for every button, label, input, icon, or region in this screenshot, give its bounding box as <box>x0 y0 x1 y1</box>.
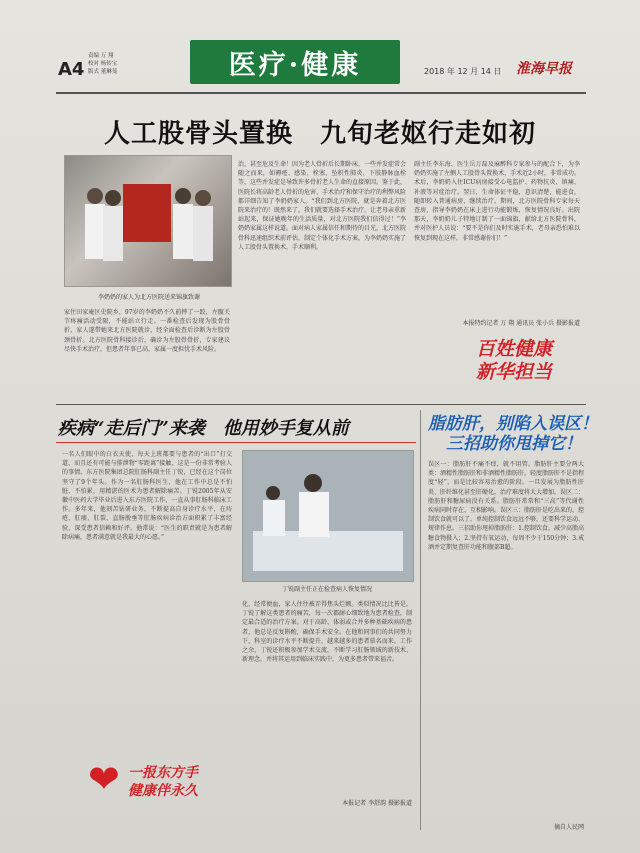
person-shape <box>85 204 105 259</box>
editor-credits <box>88 52 117 76</box>
story2-column-1: 一名人们眼中的白衣天使，每天上班都要与患者的“出口”打交道，而且还有可能与排泄物“零距离”接触，这是一份非常考验人的事情。东方医院集团总院肛肠科副主任丁锐，已经在这个岗位坚守了9个年头。作为一名肛肠科医生，他在工作中总是不怕脏、不怕累，用精湛的医术为患者解除痛苦。丁锐2005年从安徽中医药大学毕业后进入东方医院工作，一直从事肛肠科临床工作。多年来，他刻苦钻研业务，不断提高自身诊疗水平，在痔疮、肛瘘、肛裂、直肠脱垂等肛肠疾病诊治方面积累了丰富经验，深受患者信赖和好评。他常说：“医生的职责就是为患者解除病痛，患者满意就是我最大的心愿。” <box>62 451 232 541</box>
column-divider <box>420 410 421 830</box>
banner-shape <box>123 184 171 242</box>
story3-source: 摘自人民网 <box>553 824 584 831</box>
story2-column-2: 化，经常便血，家人住往被弄得焦头烂额。类似情况比比皆是。丁锐了解这类患者的痛苦，每一次都耐心细致地为患者检查，制定最合适的治疗方案。对于高龄、体弱或合并多种基础疾病的患者，他总是反复斟酌，确保手术安全。在他和同事们的共同努力下，科室的诊疗水平不断提升，越来越多的患者慕名而来。工作之余，丁锐还积极参加学术交流，不断学习肛肠领域的新技术、新理念，并将其运用到临床实践中，为更多患者带来福音。 <box>242 601 412 664</box>
story2-photo <box>242 450 414 582</box>
page-number: A4 <box>58 59 85 80</box>
masthead-logo: 淮海早报 <box>516 61 572 77</box>
person-shape <box>173 204 193 259</box>
health-logo-line1: 百姓健康 <box>476 338 553 360</box>
story2-slogan-line2: 健康伴永久 <box>128 783 198 799</box>
person-shape <box>193 206 213 261</box>
credit-line: 校对 杨传宝 <box>88 61 118 67</box>
nurse-shape <box>263 500 285 536</box>
story2-slogan-line1: 一报东方手 <box>128 765 198 781</box>
doctor-head-shape <box>304 474 322 492</box>
story1-column-2: 治，甚至危及生命！因为老人骨折后长期卧床，一些并发症常会随之而来，如褥疮、感染、栓塞、坠积性肺炎、下肢静脉血栓等，这些并发症是导致许多骨折老人生命的直接原因。鉴于此，医院长将高龄老人骨折的危害、手术治疗和保守治疗的利弊风险都详细告知了李奶奶家人。“我们到北方医院，就是奔着北方医院来治疗的！既然来了，我们就要选择手术治疗，让老母亲重新站起来，保证她晚年的生活质量，对北方医院我们信得过！”李奶奶家属这样说道。面对病人家属信任和期待的目光，北方医院骨科迅速组织术前评估，制定个体化手术方案，为李奶奶实施了人工股骨头置换术，手术顺利。 <box>238 161 406 251</box>
person-shape <box>175 188 191 204</box>
health-logo-line2: 新华担当 <box>476 361 553 383</box>
doctor-coat-shape <box>299 492 329 537</box>
story3-headline-line2: 三招助你甩掉它！ <box>446 434 582 454</box>
story2-byline: 本报记者 李舒韵 摄影报道 <box>342 800 412 807</box>
person-shape <box>87 188 103 204</box>
story1-photo <box>64 155 232 287</box>
story3-body: 误区一：脂肪肝不痛不痒，就不用管。脂肪肝主要分两大类：酒精性脂肪肝和非酒精性脂肪肝。轻度脂肪肝不是指程度“轻”，而是比较容易治愈的阶段。一旦发展为脂肪性肝炎、肝纤维化甚至肝硬化，治疗难度将大大增加。误区二：脂肪肝和糖尿病没有关系。脂肪肝常常和“三高”等代谢性疾病同时存在，互相影响。误区三：脂肪肝是吃出来的，控制饮食就可以了。单纯控制饮食远远不够，还要科学运动、规律作息。三招助你甩掉脂肪肝：1.控制饮食，减少高脂高糖食物摄入；2.坚持有氧运动，每周不少于150分钟；3.戒酒并定期复查肝功能和腹部B超。 <box>428 461 584 551</box>
story3-headline-line1: 脂肪肝，别陷入误区！ <box>428 414 598 434</box>
group-photo-illustration <box>65 156 231 286</box>
credit-line: 版式 董琳斐 <box>88 69 118 75</box>
section-rule <box>56 404 586 405</box>
nurse-head-shape <box>266 486 280 500</box>
issue-date: 2018 年 12 月 14 日 <box>424 67 502 76</box>
person-shape <box>195 190 211 206</box>
section-title: 医疗·健康 <box>190 40 400 84</box>
story1-photo-caption: 李奶奶的家人为北方医院送来锦旗致谢 <box>97 294 200 301</box>
doctor-patient-illustration <box>243 451 413 581</box>
story1-headline: 人工股骨头置换 九旬老妪行走如初 <box>103 119 536 149</box>
credit-line: 责编 万 翔 <box>88 53 114 59</box>
story1-byline: 本报特约记者 万 翔 通讯员 张小兵 摄影报道 <box>462 320 580 327</box>
person-shape <box>105 190 121 206</box>
person-shape <box>103 206 123 261</box>
story2-photo-caption: 丁锐副主任正在检查病人恢复情况 <box>281 586 372 593</box>
story2-headline: 疾病“走后门”来袭 他用妙手复从前 <box>58 418 349 439</box>
story2-underline <box>56 442 416 443</box>
header-rule <box>56 92 586 94</box>
story1-column-3: 副主任李东海、医生岳万磊及麻醉科专家参与的配合下，为李奶奶实施了左侧人工股骨头置换术，手术近2小时，非常成功。术后，李奶奶入住ICU病房接受心电监护、药物抗炎、镇痛、补液等对症治疗。翌日，生命体征平稳，意识清楚，能进食，随即转入普通病房，继续治疗。期间，北方医院骨科专家每天查房，指导李奶奶在床上进行功能锻炼，恢复情况良好。出院那天，李奶奶儿子特地订制了一面锦旗，献给北方医院骨科，并对医护人员说：“要不是你们及时实施手术，老母亲恐怕难以恢复到现在这样，非常感谢你们！” <box>414 161 580 242</box>
story1-column-1: 家住田家庵区史院乡，97岁的李奶奶不久前摔了一跤，左髋关节疼痛活动受限，不能站立行走。一番检查后发现为股骨骨折，家人遂带她来北方医院就诊，经全面检查后诊断为左股骨颈骨折。北方医院骨科接诊后，确诊为左股骨骨折，专家建议尽快手术治疗，但患者年事已高，家属一度担忧手术风险。 <box>64 309 230 353</box>
heart-hands-icon: ❤ <box>88 757 120 801</box>
